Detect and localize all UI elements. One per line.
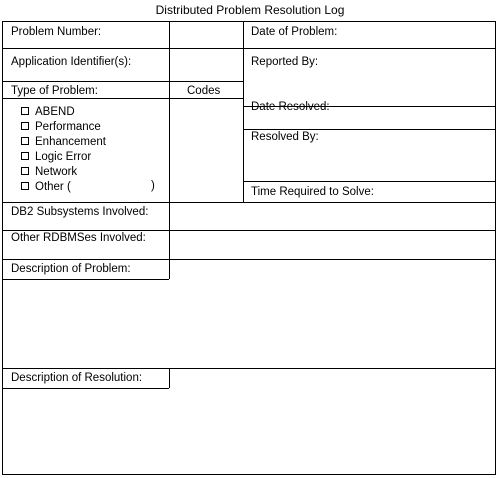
checkbox-label: Logic Error xyxy=(35,151,92,163)
time-required-label: Time Required to Solve: xyxy=(251,186,374,198)
row-divider xyxy=(3,230,495,231)
type-of-problem-label: Type of Problem: xyxy=(11,85,98,97)
db2-subsystems-label: DB2 Subsystems Involved: xyxy=(11,206,149,218)
checkbox-network[interactable] xyxy=(21,165,77,179)
checkbox-enhancement[interactable] xyxy=(21,135,106,149)
application-identifiers-label: Application Identifier(s): xyxy=(11,56,132,68)
row-divider xyxy=(3,81,243,82)
column-divider xyxy=(169,22,170,202)
checkbox-label: Other ( xyxy=(35,181,71,193)
other-close-paren: ) xyxy=(151,180,155,192)
column-divider xyxy=(243,22,244,202)
checkbox-label: Enhancement xyxy=(35,136,106,148)
resolved-by-label: Resolved By: xyxy=(251,131,319,143)
row-divider xyxy=(3,279,169,280)
checkbox-box[interactable] xyxy=(21,137,29,145)
row-divider xyxy=(3,388,169,389)
checkbox-label: Performance xyxy=(35,121,101,133)
reported-by-label: Reported By: xyxy=(251,56,319,68)
form-title: Distributed Problem Resolution Log xyxy=(155,3,345,17)
checkbox-box[interactable] xyxy=(21,107,29,115)
row-divider xyxy=(3,259,495,260)
row-divider xyxy=(243,129,495,130)
date-of-problem-label: Date of Problem: xyxy=(251,26,338,38)
column-divider xyxy=(169,202,170,259)
column-divider xyxy=(169,259,170,279)
checkbox-box[interactable] xyxy=(21,152,29,160)
form-frame xyxy=(2,21,496,475)
description-problem-label: Description of Problem: xyxy=(11,263,131,275)
checkbox-other[interactable] xyxy=(21,180,71,194)
row-divider xyxy=(3,98,243,99)
checkbox-logic-error[interactable] xyxy=(21,150,91,164)
checkbox-performance[interactable] xyxy=(21,120,101,134)
codes-label: Codes xyxy=(187,85,221,97)
checkbox-box[interactable] xyxy=(21,122,29,130)
checkbox-box[interactable] xyxy=(21,182,29,190)
date-resolved-label: Date Resolved: xyxy=(251,101,330,113)
checkbox-abend[interactable] xyxy=(21,105,75,119)
problem-number-label: Problem Number: xyxy=(11,26,102,38)
row-divider xyxy=(3,202,495,203)
checkbox-label: Network xyxy=(35,166,78,178)
description-resolution-label: Description of Resolution: xyxy=(11,372,143,384)
row-divider xyxy=(3,368,495,369)
checkbox-box[interactable] xyxy=(21,167,29,175)
row-divider xyxy=(3,48,495,49)
column-divider xyxy=(169,368,170,388)
other-rdbmses-label: Other RDBMSes Involved: xyxy=(11,232,146,244)
checkbox-label: ABEND xyxy=(35,106,75,118)
row-divider xyxy=(243,181,495,182)
